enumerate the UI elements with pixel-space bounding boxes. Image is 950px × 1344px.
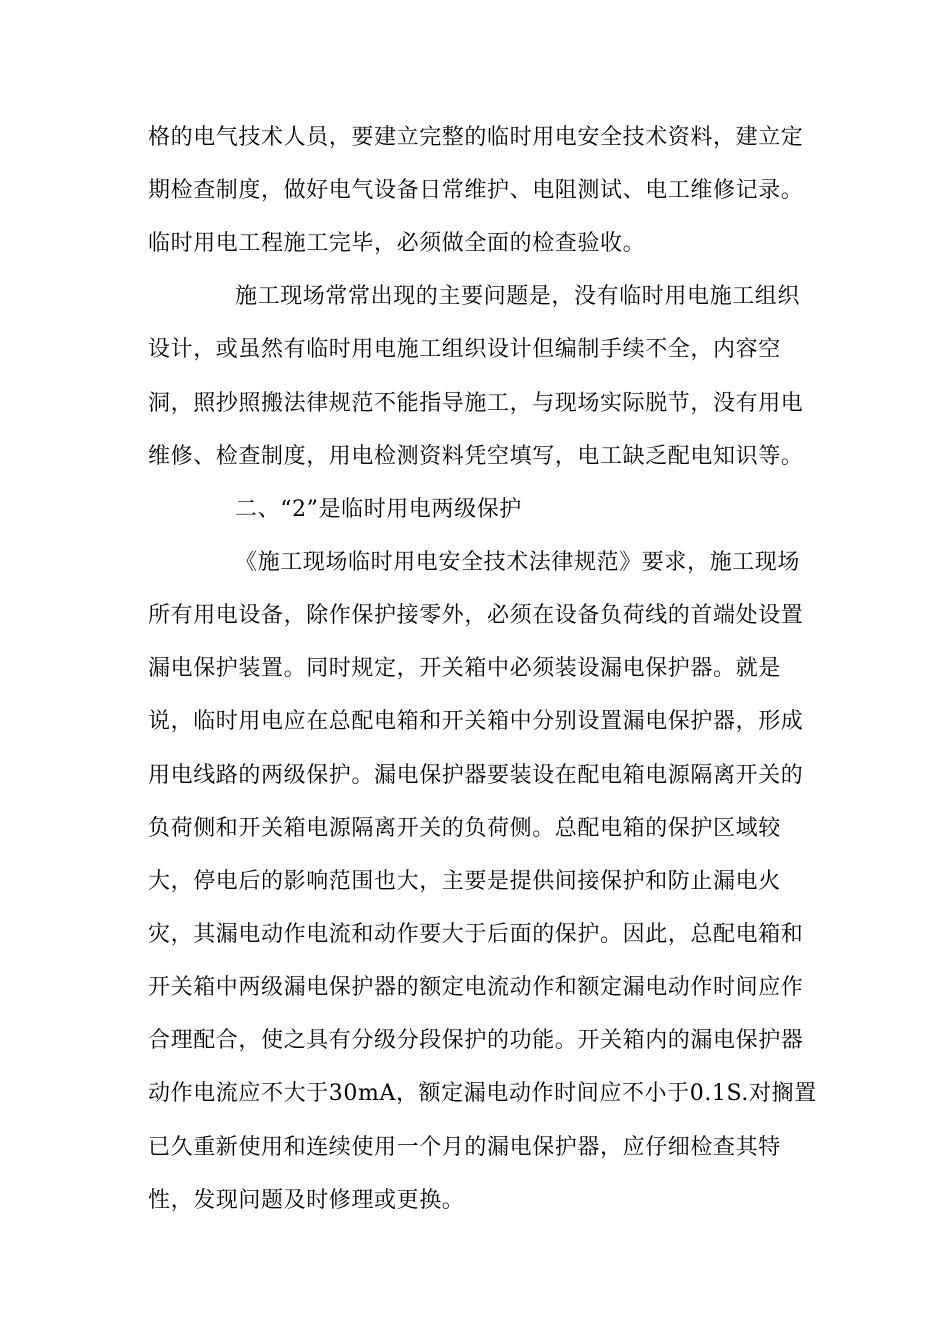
text-line: 漏电保护装置。同时规定，开关箱中必须装设漏电保护器。就是 bbox=[148, 656, 781, 681]
text-line: 设计，或虽然有临时用电施工组织设计但编制手续不全，内容空 bbox=[148, 337, 781, 362]
paragraph-first-line: 施工现场常常出现的主要问题是，没有临时用电施工组织 bbox=[235, 284, 801, 309]
text-line: 开关箱中两级漏电保护器的额定电流动作和额定漏电动作时间应作 bbox=[148, 975, 804, 1000]
text-line: 合理配合，使之具有分级分段保护的功能。开关箱内的漏电保护器 bbox=[148, 1028, 804, 1053]
text-line: 灾，其漏电动作电流和动作要大于后面的保护。因此，总配电箱和 bbox=[148, 922, 804, 947]
text-line: 维修、检查制度，用电检测资料凭空填写，电工缺乏配电知识等。 bbox=[148, 444, 804, 469]
text-line: 期检查制度，做好电气设备日常维护、电阻测试、电工维修记录。 bbox=[148, 178, 804, 203]
text-line: 已久重新使用和连续使用一个月的漏电保护器，应仔细检查其特 bbox=[148, 1135, 781, 1160]
text-line: 性，发现问题及时修理或更换。 bbox=[148, 1188, 465, 1213]
text-line: 负荷侧和开关箱电源隔离开关的负荷侧。总配电箱的保护区域较 bbox=[148, 816, 781, 841]
text-line: 洞，照抄照搬法律规范不能指导施工，与现场实际脱节，没有用电 bbox=[148, 391, 804, 416]
text-line: 说，临时用电应在总配电箱和开关箱中分别设置漏电保护器，形成 bbox=[148, 709, 804, 734]
text-line: 动作电流应不大于30mA，额定漏电动作时间应不小于0.1S.对搁置 bbox=[148, 1081, 817, 1106]
paragraph-first-line: 《施工现场临时用电安全技术法律规范》要求，施工现场 bbox=[235, 550, 801, 575]
text-line: 格的电气技术人员，要建立完整的临时用电安全技术资料，建立定 bbox=[148, 125, 804, 150]
text-line: 所有用电设备，除作保护接零外，必须在设备负荷线的首端处设置 bbox=[148, 603, 804, 628]
text-line: 大，停电后的影响范围也大，主要是提供间接保护和防止漏电火 bbox=[148, 869, 781, 894]
text-line: 用电线路的两级保护。漏电保护器要装设在配电箱电源隔离开关的 bbox=[148, 763, 804, 788]
section-heading: 二、“2”是临时用电两级保护 bbox=[235, 497, 522, 522]
text-line: 临时用电工程施工完毕，必须做全面的检查验收。 bbox=[148, 231, 646, 256]
